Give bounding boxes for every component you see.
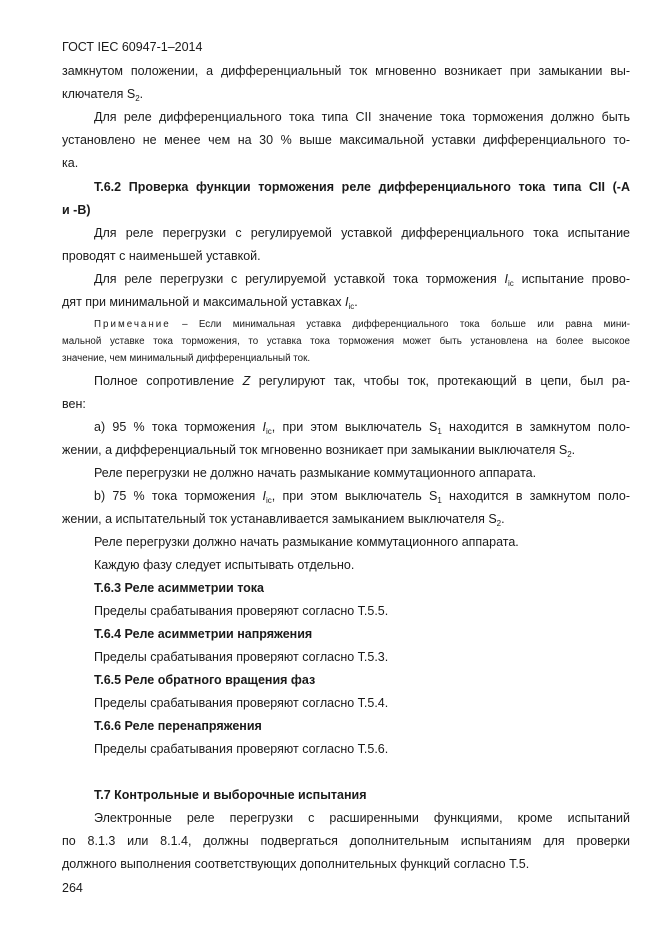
text-line: вен:: [62, 397, 86, 411]
section-heading: Т.6.6 Реле перенапряжения: [94, 719, 262, 733]
list-item-line: жении, а дифференциальный ток мгновенно возникает при замыкании выключателя $S_2$.: [62, 443, 576, 459]
note-line: Примечание – Если минимальная уставка дифференциального тока больше или равна мини-: [94, 319, 630, 330]
text-line: Реле перегрузки должно начать размыкание коммутационного аппарата.: [94, 535, 519, 549]
text-line: замкнутом положении, а дифференциальный ток мгновенно возникает при замыкании вы-: [62, 64, 630, 78]
note-line: мальной уставке тока торможения, то уставка тока торможения может быть установлена на более высокое: [62, 336, 630, 347]
text-line: Пределы срабатывания проверяют согласно Т.5.5.: [94, 604, 389, 618]
text-line: Для реле перегрузки с регулируемой уставкой тока торможения $I_{ic}$ испытание прово-: [94, 272, 630, 288]
text-line: проводят с наименьшей уставкой.: [62, 249, 261, 263]
text-line: Пределы срабатывания проверяют согласно Т.5.4.: [94, 696, 389, 710]
section-heading: и -B): [62, 203, 91, 217]
list-item-line: a) 95 % тока торможения $I_{ic}$, при этом выключатель $S_1$ находится в замкнутом поло-: [94, 420, 631, 436]
text-line: ключателя $S_2$.: [62, 87, 144, 103]
section-heading: Т.7 Контрольные и выборочные испытания: [94, 788, 367, 802]
text-line: Пределы срабатывания проверяют согласно Т.5.6.: [94, 742, 389, 756]
document-header: ГОСТ IEC 60947-1–2014: [62, 40, 203, 54]
section-heading: Т.6.2 Проверка функции торможения реле дифференциального тока типа CII (-A: [94, 180, 630, 194]
page-number: 264: [62, 881, 83, 895]
text-line: Полное сопротивление Z регулируют так, чтобы ток, протекающий в цепи, был ра-: [94, 374, 630, 388]
text-line: ка.: [62, 156, 79, 170]
text-line: по 8.1.3 или 8.1.4, должны подвергаться дополнительным испытаниям для проверки: [62, 834, 630, 848]
text-line: установлено не менее чем на 30 % выше максимальной уставки дифференциального то-: [62, 133, 630, 147]
list-item-line: жении, а испытательный ток устанавливается замыканием выключателя $S_2$.: [62, 512, 505, 528]
note-line: значение, чем минимальный дифференциальный ток.: [62, 353, 311, 364]
section-heading: Т.6.4 Реле асимметрии напряжения: [94, 627, 313, 641]
text-line: Пределы срабатывания проверяют согласно Т.5.3.: [94, 650, 389, 664]
text-line: Каждую фазу следует испытывать отдельно.: [94, 558, 355, 572]
text-line: должного выполнения соответствующих дополнительных функций согласно Т.5.: [62, 857, 530, 871]
note-label: Примечание: [94, 319, 171, 330]
list-item-line: b) 75 % тока торможения $I_{ic}$, при этом выключатель $S_1$ находится в замкнутом поло-: [94, 489, 631, 505]
text-line: Электронные реле перегрузки с расширенными функциями, кроме испытаний: [94, 811, 630, 825]
text-line: дят при минимальной и максимальной уставках $I_{ic}$.: [62, 295, 358, 311]
section-heading: Т.6.5 Реле обратного вращения фаз: [94, 673, 316, 687]
text-line: Реле перегрузки не должно начать размыкание коммутационного аппарата.: [94, 466, 537, 480]
section-heading: Т.6.3 Реле асимметрии тока: [94, 581, 264, 595]
text-line: Для реле перегрузки с регулируемой уставкой дифференциального тока испытание: [94, 226, 630, 240]
text-line: Для реле дифференциального тока типа CII значение тока торможения должно быть: [94, 110, 630, 124]
